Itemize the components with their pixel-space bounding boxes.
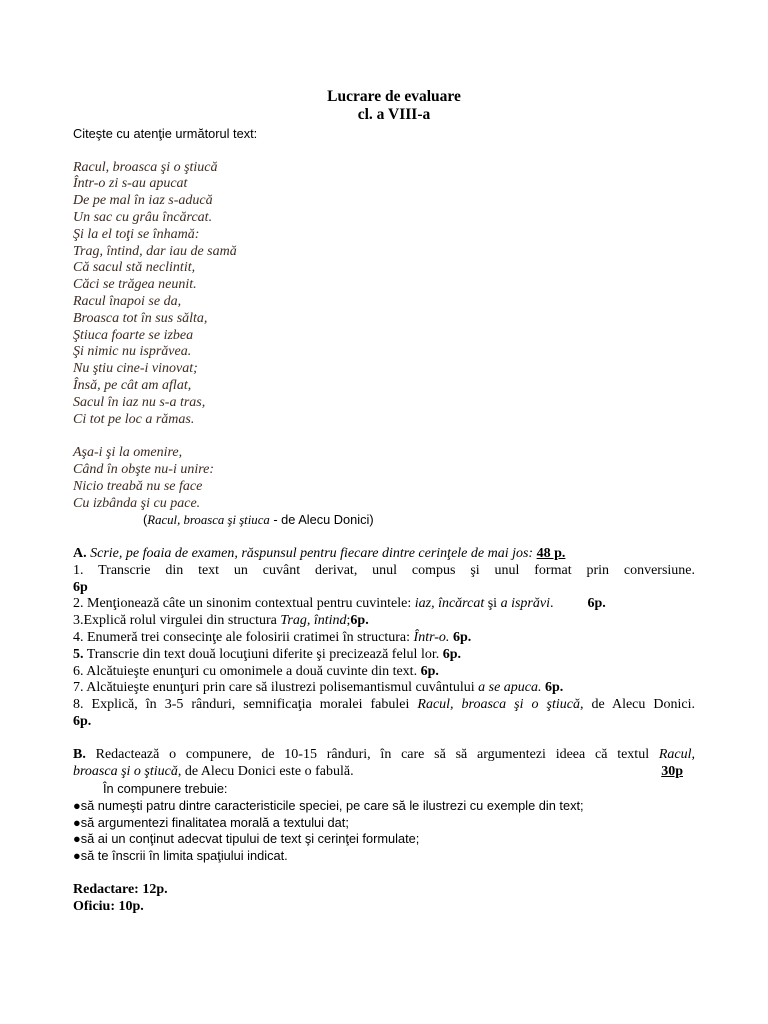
requirement-item: ●să te înscrii în limita spaţiului indicat. (73, 848, 288, 864)
poem-line: Şi la el toţi se înhamă: (73, 226, 200, 242)
poem-line: Însă, pe cât am aflat, (73, 377, 192, 393)
part-a-heading: A. Scrie, pe foaia de examen, răspunsul pentru fiecare dintre cerinţele de mai jos: 48 p. (73, 545, 566, 561)
poem-line: Aşa-i şi la omenire, (73, 445, 183, 461)
poem-line: Şi nimic nu isprăvea. (73, 344, 192, 360)
poem-line: Ştiuca foarte se izbea (73, 327, 194, 343)
poem-line: Nicio treabă nu se face (73, 478, 203, 494)
requirement-item: ●să ai un conţinut adecvat tipului de text şi cerinţei formulate; (73, 831, 420, 847)
source-title: Racul, broasca şi ştiuca (147, 513, 270, 528)
poem-line: Racul, broasca şi o ştiucă (73, 159, 218, 175)
intro-text: Citeşte cu atenţie următorul text: (73, 126, 258, 141)
part-a-points: 48 p. (536, 545, 566, 561)
page-title: Lucrare de evaluare (327, 88, 461, 105)
task-1: 1. Transcrie din text un cuvânt derivat, unul compus şi unul format prin conversiune. (73, 562, 695, 578)
poem-source: (Racul, broasca şi ştiuca - de Alecu Donici) (143, 512, 374, 528)
requirement-item: ●să argumentezi finalitatea morală a textului dat; (73, 814, 349, 830)
poem-line: Cu izbânda şi cu pace. (73, 495, 201, 511)
poem-line: Căci se trăgea neunit. (73, 277, 197, 293)
poem-line: Că sacul stă neclintit, (73, 260, 196, 276)
task-5: 5. Transcrie din text două locuţiuni diferite şi precizează felul lor. 6p. (73, 646, 462, 662)
exam-page (73, 88, 695, 915)
redactare-points: Redactare: 12p. (73, 881, 168, 897)
poem-line: Trag, întind, dar iau de samă (73, 243, 237, 259)
poem-line: Un sac cu grâu încărcat. (73, 209, 213, 225)
task-8-points: 6p. (73, 713, 92, 729)
poem-line: De pe mal în iaz s-aducă (73, 193, 213, 209)
poem-line: Nu ştiu cine-i vinovat; (73, 361, 198, 377)
requirements-intro: În compunere trebuie: (103, 781, 228, 797)
task-4: 4. Enumeră trei consecinţe ale folosirii cratimei în structura: Într-o. 6p. (73, 629, 472, 645)
task-7: 7. Alcătuieşte enunţuri prin care să ilustrezi polisemantismul cuvântului a se apuca. 6p. (73, 680, 564, 696)
part-b-heading: B. Redactează o compunere, de 10-15 rânduri, în care să să argumentezi ideea că textul Racul, (73, 747, 695, 763)
poem-line: Ci tot pe loc a rămas. (73, 411, 195, 427)
part-b-points: 30p (661, 764, 683, 780)
poem-line: Racul înapoi se da, (73, 293, 182, 309)
task-2: 2. Menţionează câte un sinonim contextual pentru cuvintele: iaz, încărcat şi a isprăvi. 6p. (73, 596, 606, 612)
poem-line: Sacul în iaz nu s-a tras, (73, 394, 206, 410)
poem-stanza-2 (73, 445, 695, 512)
task-8: 8. Explică, în 3-5 rânduri, semnificaţia moralei fabulei Racul, broasca şi o ştiucă, de Alecu Donici. (73, 697, 695, 713)
requirement-item: ●să numeşti patru dintre caracteristicile speciei, pe care să le ilustrezi cu exemple din text; (73, 797, 584, 813)
poem-stanza-1 (73, 160, 695, 429)
page-subtitle: cl. a VIII-a (357, 106, 431, 123)
poem-line: Într-o zi s-au apucat (73, 176, 188, 192)
task-1-points: 6p (73, 579, 88, 595)
poem-line: Broasca tot în sus sălta, (73, 310, 208, 326)
oficiu-points: Oficiu: 10p. (73, 898, 144, 914)
part-b-heading-cont: broasca şi o ştiucă, de Alecu Donici este o fabulă. 30p (73, 764, 683, 780)
task-6: 6. Alcătuieşte enunţuri cu omonimele a două cuvinte din text. 6p. (73, 663, 439, 679)
poem-line: Când în obşte nu-i unire: (73, 461, 215, 477)
task-3: 3.Explică rolul virgulei din structura Trag, întind;6p. (73, 613, 369, 629)
